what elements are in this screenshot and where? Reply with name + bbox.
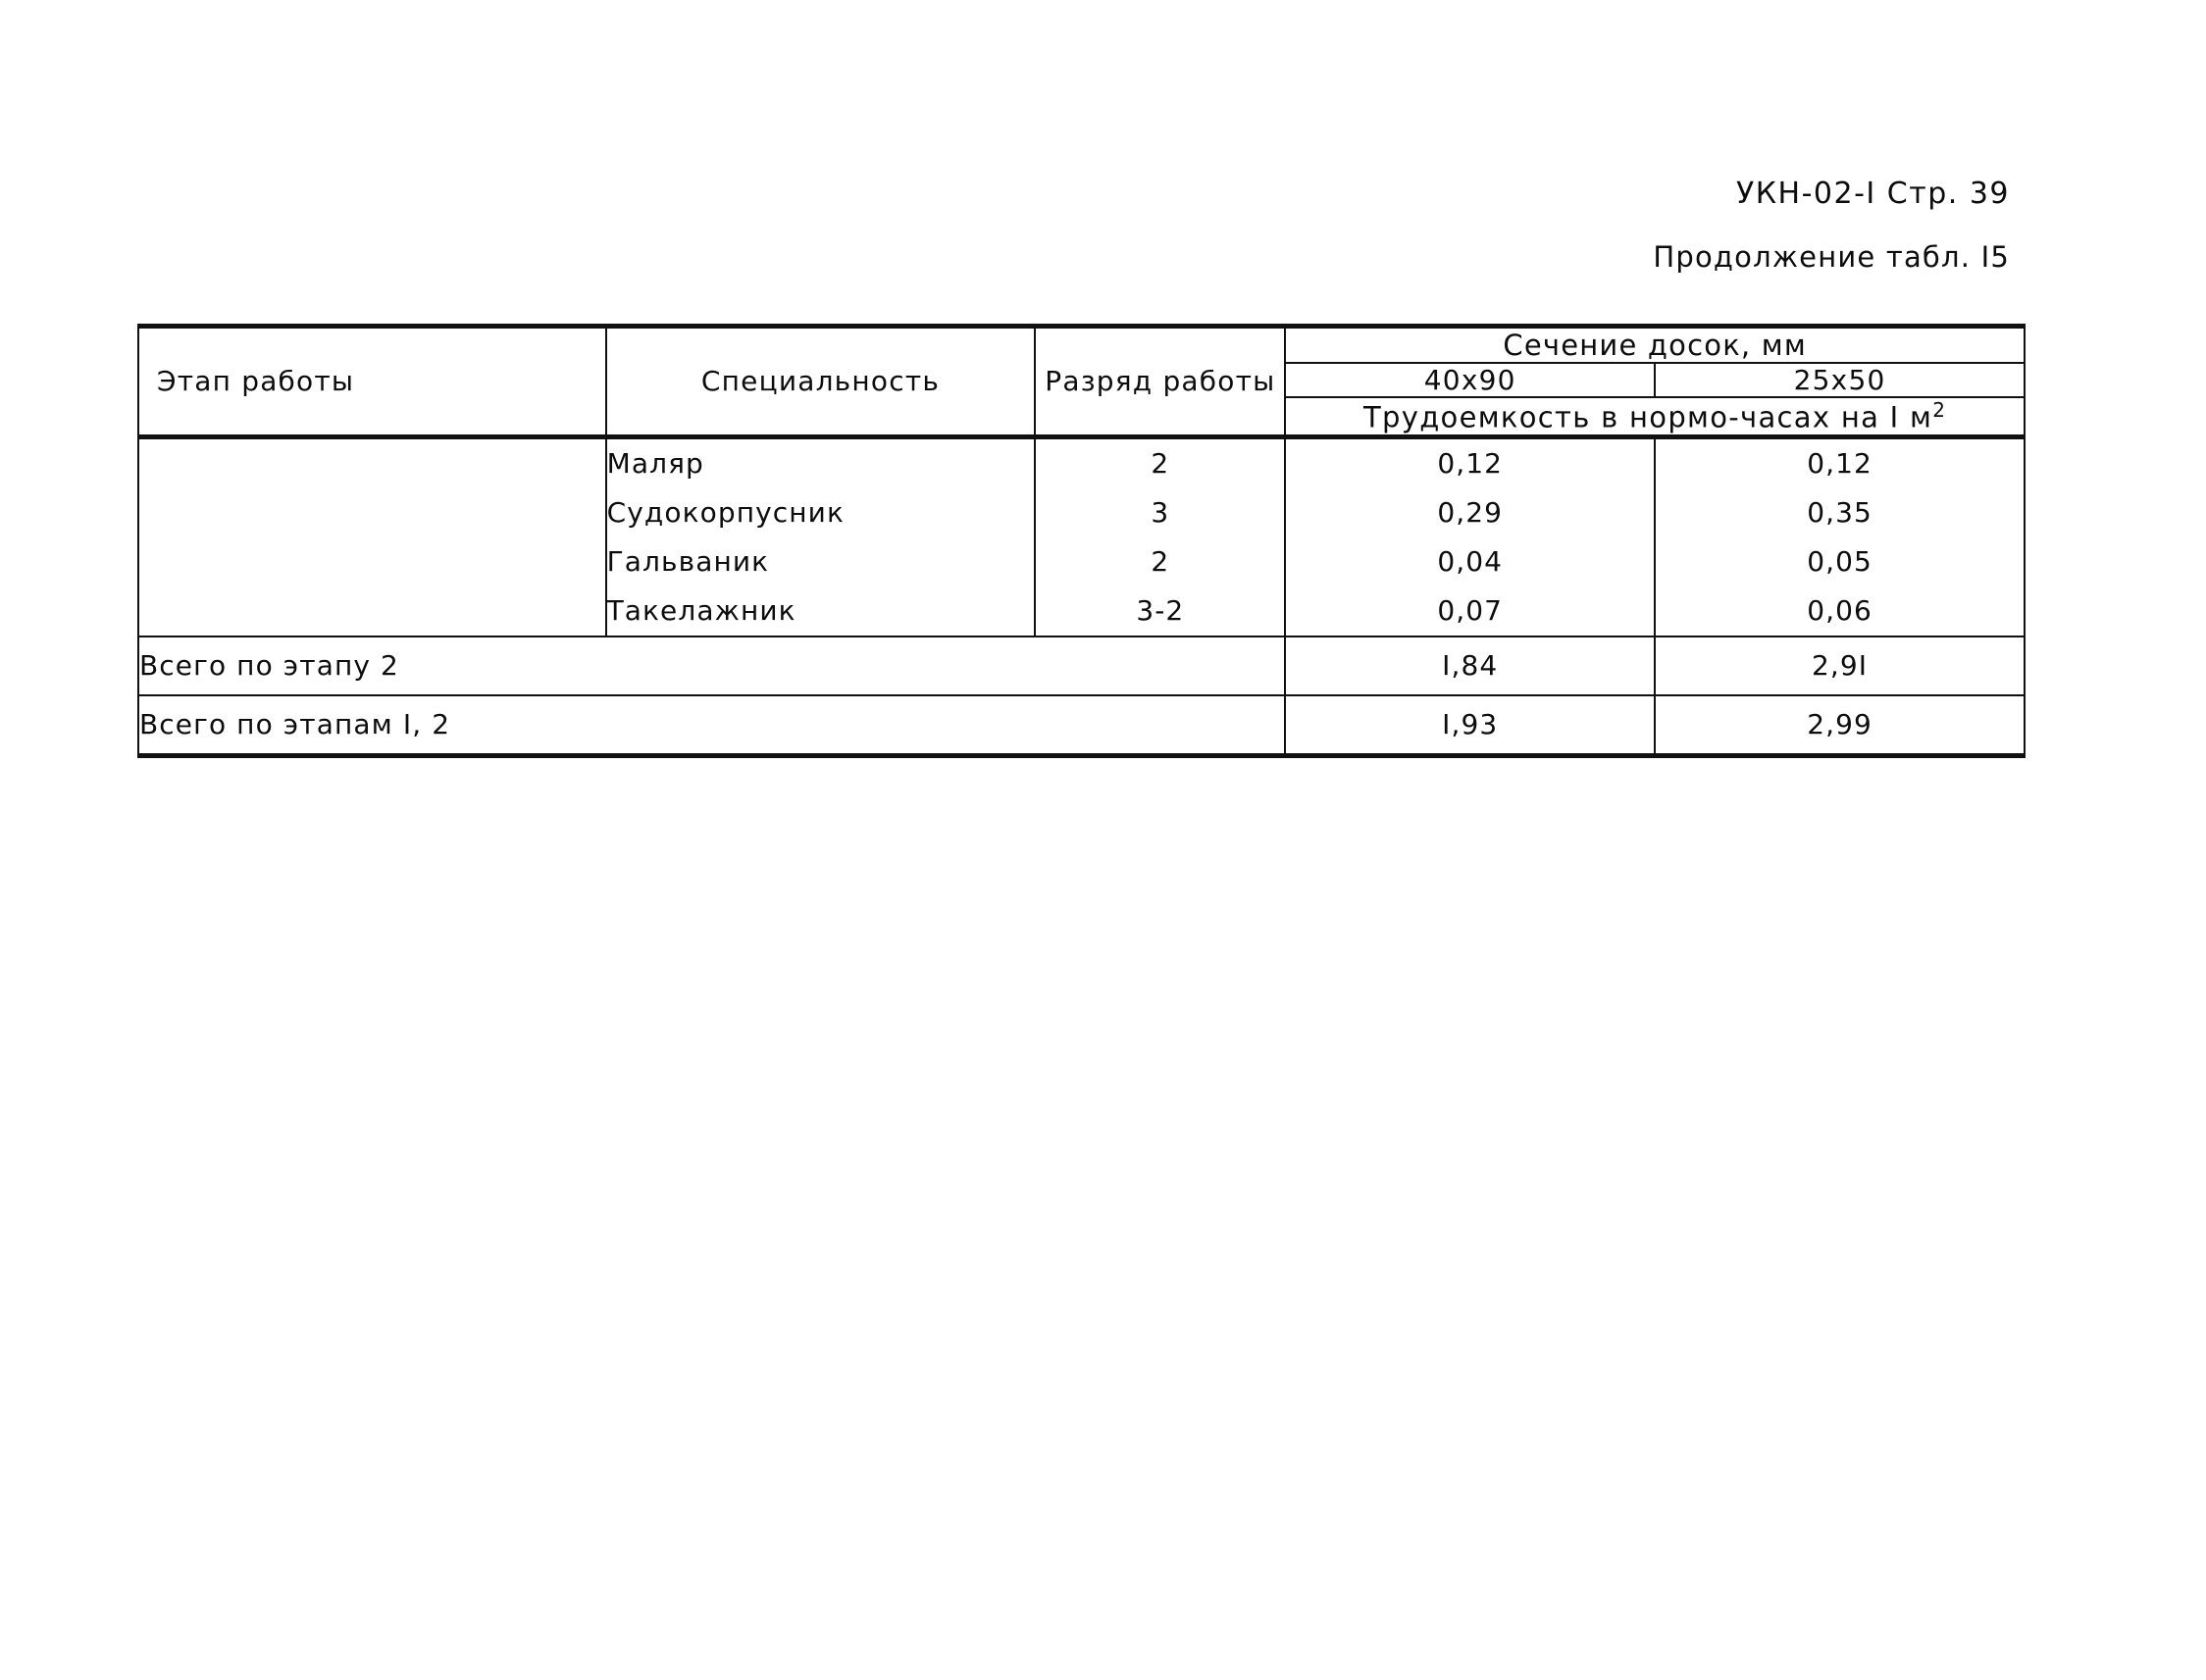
header-cell-section-40x90: 40х90	[1285, 363, 1655, 397]
specialty-cell: Такелажник	[606, 586, 1036, 636]
specialty-cell: Гальваник	[606, 537, 1036, 586]
document-reference: УКН-02-I Стр. 39	[1735, 177, 2010, 211]
table-body	[138, 436, 2025, 755]
value-cell-25x50: 0,05	[1655, 537, 2025, 586]
rank-cell: 2	[1035, 436, 1285, 488]
specialty-cell: Судокорпусник	[606, 488, 1036, 537]
table-total-row	[138, 695, 2025, 756]
total-value-25x50: 2,9I	[1655, 636, 2025, 695]
rank-cell: 3-2	[1035, 586, 1285, 636]
value-cell-40x90: 0,04	[1285, 537, 1655, 586]
total-value-40x90: I,84	[1285, 636, 1655, 695]
table-row	[138, 436, 2025, 488]
labor-norms-table	[137, 324, 2026, 758]
value-cell-25x50: 0,12	[1655, 436, 2025, 488]
specialty-cell: Маляр	[606, 436, 1036, 488]
table-header-row-1	[138, 327, 2025, 364]
header-cell-specialty: Специальность	[606, 327, 1036, 437]
total-label-stage-2: Всего по этапу 2	[138, 636, 1285, 695]
total-label-stages-1-2: Всего по этапам I, 2	[138, 695, 1285, 756]
table-continuation-note: Продолжение табл. I5	[1653, 239, 2010, 274]
table-container	[137, 324, 2026, 758]
header-cell-rank: Разряд работы	[1035, 327, 1285, 437]
labor-note-text: Трудоемкость в нормо-часах на I м	[1363, 400, 1933, 434]
total-value-40x90: I,93	[1285, 695, 1655, 756]
labor-note-superscript: 2	[1932, 398, 1947, 422]
table-header	[138, 327, 2025, 437]
rank-cell: 3	[1035, 488, 1285, 537]
header-cell-stage: Этап работы	[138, 327, 606, 437]
total-value-25x50: 2,99	[1655, 695, 2025, 756]
value-cell-40x90: 0,29	[1285, 488, 1655, 537]
header-cell-section-group: Сечение досок, мм	[1285, 327, 2025, 364]
value-cell-40x90: 0,12	[1285, 436, 1655, 488]
header-cell-labor-note	[1285, 397, 2025, 436]
value-cell-25x50: 0,35	[1655, 488, 2025, 537]
table-total-row	[138, 636, 2025, 695]
header-cell-section-25x50: 25х50	[1655, 363, 2025, 397]
value-cell-40x90: 0,07	[1285, 586, 1655, 636]
value-cell-25x50: 0,06	[1655, 586, 2025, 636]
stage-cell-empty	[138, 436, 606, 636]
page-header	[1653, 172, 2010, 279]
rank-cell: 2	[1035, 537, 1285, 586]
